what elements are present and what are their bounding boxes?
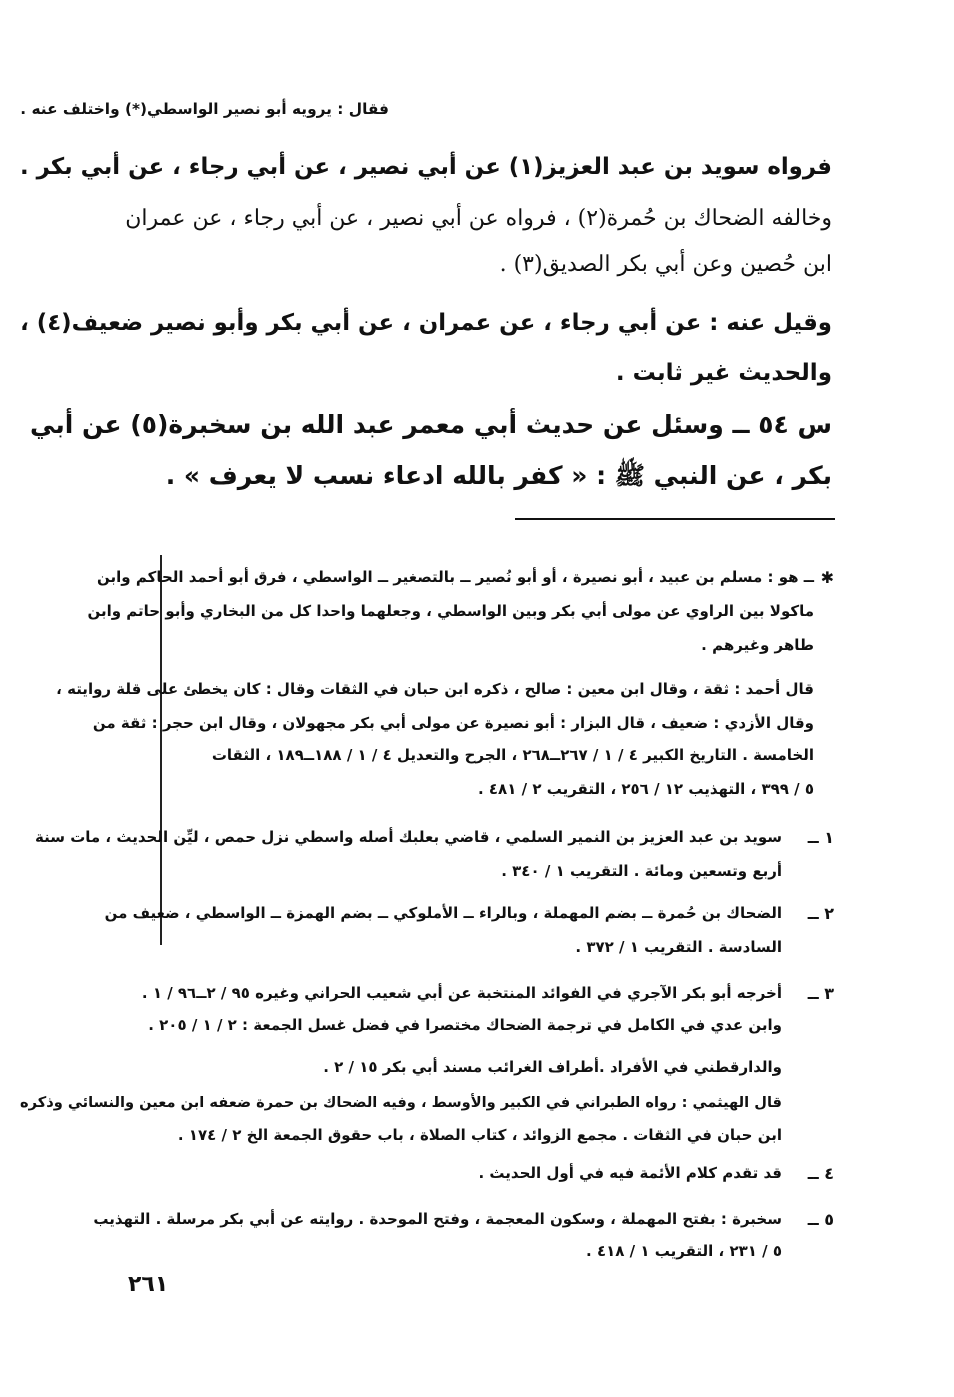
footnote-star-line-4: قال أحمد : ثقة ، وقال ابن معين : صالح ، ذكره ابن حبان في الثقات وقال : كان يخطئ على قلة روايته ، bbox=[56, 680, 814, 698]
main-line-6: والحديث غير ثابت . bbox=[615, 360, 832, 386]
main-line-1: فقال : يرويه أبو نصير الواسطي(*) واختلف عنه . bbox=[20, 100, 389, 118]
footnote-3-line-4: قال الهيثمي : رواه الطبراني في الكبير والأوسط ، وفيه الضحاك بن حمرة ضعفه ابن معين والنسائي وذكره bbox=[20, 1094, 782, 1111]
footnote-1-line-2: أربع وتسعين ومائة . التقريب ١ / ٣٤٠ . bbox=[501, 862, 782, 880]
main-line-3: وخالفه الضحاك بن حُمرة(٢) ، فرواه عن أبي نصير ، عن أبي رجاء ، عن عمران bbox=[125, 206, 832, 231]
footnote-3-marker: ٣ ــ bbox=[807, 984, 834, 1003]
footnote-star-line-6: الخامسة . التاريخ الكبير ٤ / ١ / ٢٦٧ــ٢٦٨ ، الجرح والتعديل ٤ / ١ / ١٨٨ــ١٨٩ ، الثقات bbox=[211, 746, 814, 764]
footnote-3-line-3: والدارقطني في الأفراد .أطراف الغرائب مسند أبي بكر ١٥ / ٢ . bbox=[323, 1058, 782, 1076]
footnote-1-marker: ١ ــ bbox=[807, 828, 834, 847]
question-heading-line-1: س ٥٤ ــ وسئل عن حديث أبي معمر عبد الله بن سخبرة(٥) عن أبي bbox=[30, 410, 832, 439]
footnote-4-marker: ٤ ــ bbox=[807, 1164, 834, 1183]
footnote-2-marker: ٢ ــ bbox=[807, 904, 834, 923]
footnote-1-line-1: سويد بن عبد العزيز بن النمير السلمي ، قاضي بعلبك أصله واسطي نزل حمص ، ليِّن الحديث ، مات سنة bbox=[35, 828, 782, 846]
main-line-5: وقيل عنه : عن أبي رجاء ، عن عمران ، عن أبي بكر وأبو نصير ضعيف(٤) ، bbox=[20, 310, 832, 336]
footnote-3-line-1: أخرجه أبو بكر الآجري في الفوائد المنتخبة عن أبي شعيب الحراني وغيره ٩٥ / ٢ــ٩٦ / ١ . bbox=[141, 984, 782, 1002]
main-line-4: ابن حُصين وعن أبي بكر الصديق(٣) . bbox=[499, 252, 832, 277]
footnote-star-line-2: ماكولا بين الراوي عن مولى أبي بكر وبين الواسطي ، وجعلهما واحدا كل من البخاري وأبو حاتم وابن bbox=[87, 602, 814, 620]
footnote-5-line-1: سخبرة : بفتح المهملة ، وسكون المعجمة ، وفتح الموحدة . روايته عن أبي بكر مرسلة . التهذيب bbox=[93, 1210, 782, 1228]
question-heading-line-2: بكر ، عن النبي ﷺ : « كفر بالله ادعاء نسب لا يعرف » . bbox=[165, 461, 832, 490]
footnote-5-line-2: ٥ / ٢٣١ ، التقريب ١ / ٤١٨ . bbox=[586, 1242, 782, 1260]
footnote-4-line-1: قد تقدم كلام الأئمة فيه في أول الحديث . bbox=[478, 1164, 782, 1182]
page-number: ٢٦١ bbox=[128, 1272, 169, 1297]
footnote-star-line-1: ــ هو : مسلم بن عبيد ، أبو نصيرة ، أو أبو نُصير ــ بالتصغير ــ الواسطي ، فرق أبو أحمد الحاكم وابن bbox=[97, 568, 814, 586]
footnote-2-line-2: السادسة . التقريب ١ / ٣٧٢ . bbox=[575, 938, 782, 956]
footnote-star-line-7: ٥ / ٣٩٩ ، التهذيب ١٢ / ٢٥٦ ، التقريب ٢ / ٤٨١ . bbox=[477, 780, 814, 798]
main-line-2: فرواه سويد بن عبد العزيز(١) عن أبي نصير ، عن أبي رجاء ، عن أبي بكر . bbox=[20, 154, 832, 180]
footnote-star-marker: ✱ bbox=[820, 568, 834, 587]
footnote-3-line-2: وابن عدي في الكامل في ترجمة الضحاك مختصرا في فضل غسل الجمعة : ٢ / ١ / ٢٠٥ . bbox=[148, 1016, 782, 1034]
footnote-2-line-1: الضحاك بن حُمرة ــ بضم المهملة ، وبالراء ــ الأملوكي ــ بضم الهمزة ــ الواسطي ، ضعيف من bbox=[104, 904, 782, 922]
footnote-star-line-3: طاهر وغيرهم . bbox=[701, 636, 814, 654]
footnote-separator bbox=[515, 518, 835, 520]
footnote-5-marker: ٥ ــ bbox=[807, 1210, 834, 1229]
footnote-3-line-5: ابن حبان في الثقات . مجمع الزوائد ، كتاب الصلاة ، باب حقوق الجمعة الخ ٢ / ١٧٤ . bbox=[177, 1126, 782, 1144]
footnote-star-line-5: وقال الأزدي : ضعيف ، قال البزار : أبو نصيرة عن مولى أبي بكر مجهولان ، وقال ابن حجر : ثقة من bbox=[92, 714, 814, 732]
